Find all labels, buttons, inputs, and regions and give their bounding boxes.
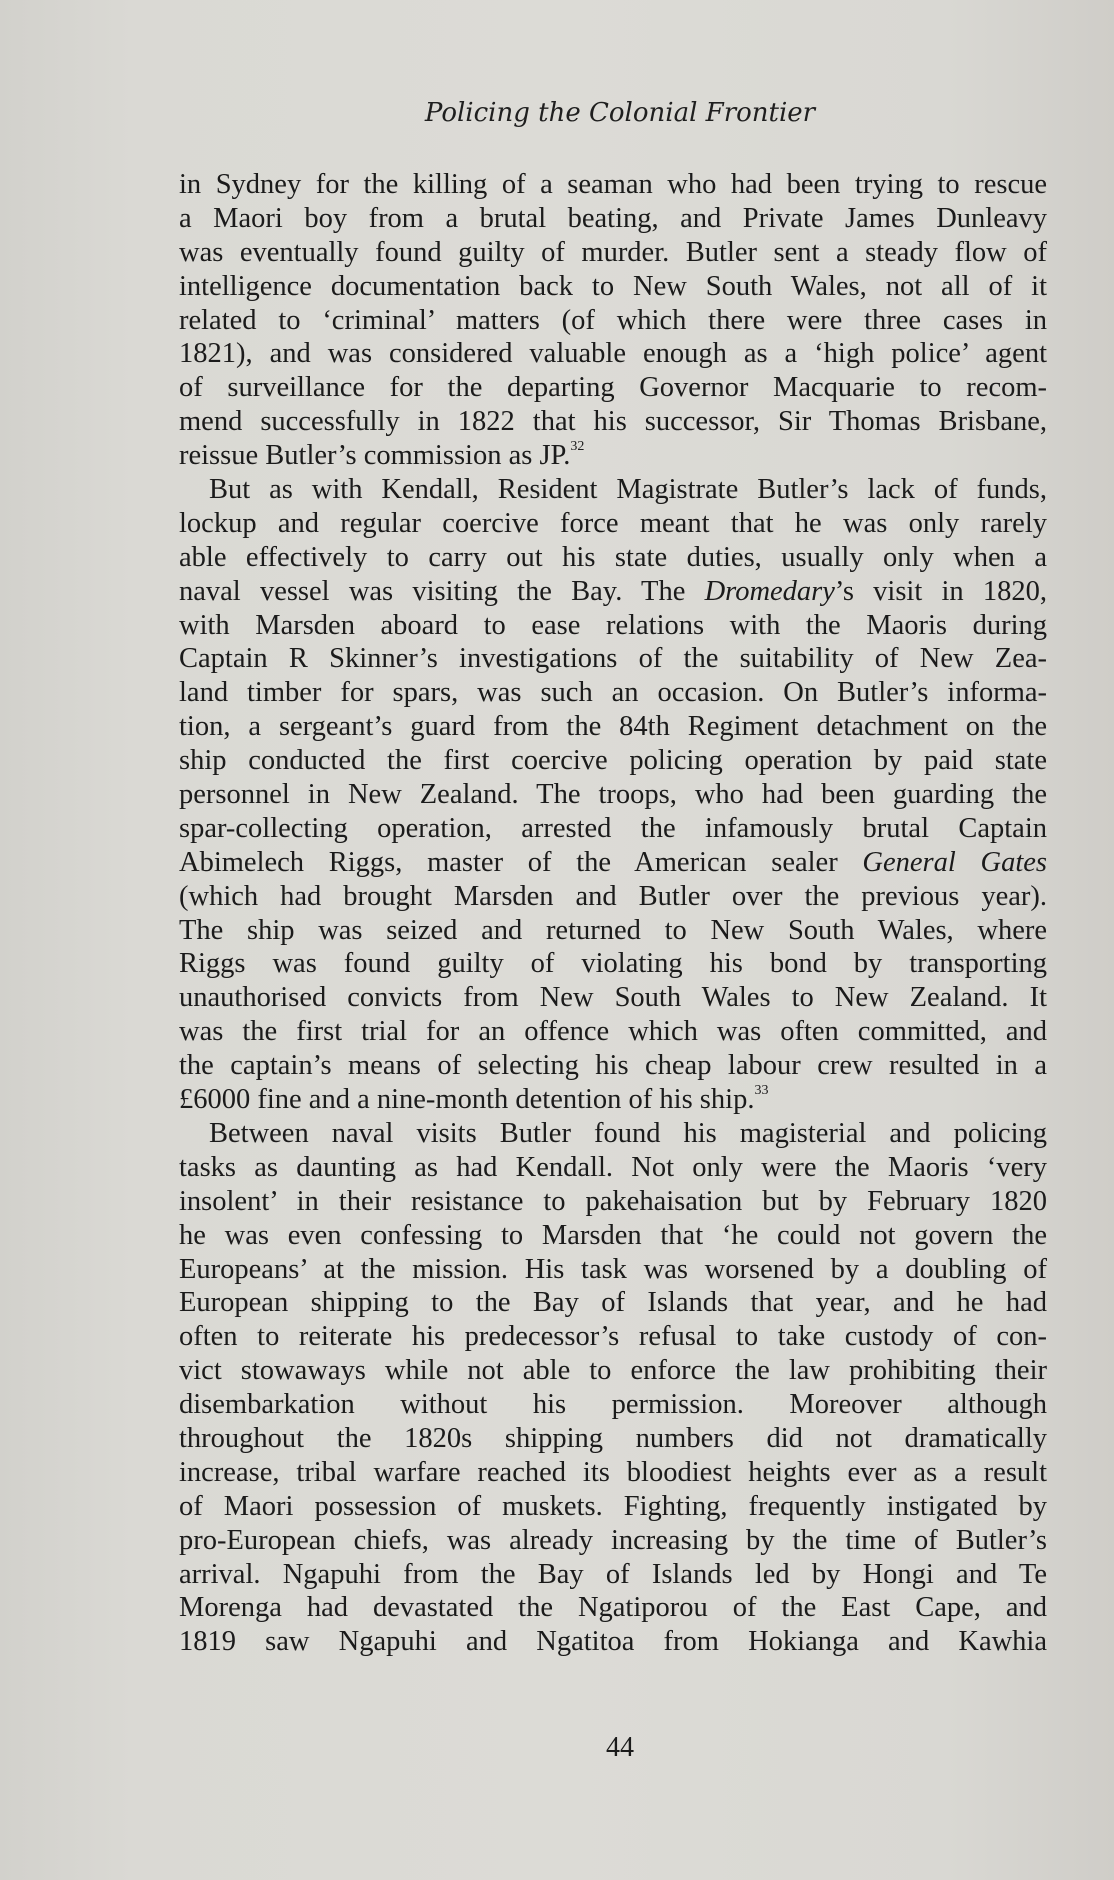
text-line: (which had brought Marsden and Butler over the previous year). <box>179 880 1047 912</box>
text-line: 1819 saw Ngapuhi and Ngatitoa from Hokianga and Kawhia <box>179 1626 1047 1658</box>
text-line: the captain’s means of selecting his cheap labour crew resulted in a <box>179 1050 1047 1082</box>
page-number: 44 <box>606 1732 634 1763</box>
text-line: insolent’ in their resistance to pakehaisation but by February 1820 <box>179 1185 1047 1217</box>
text-line <box>179 439 1047 473</box>
text-line: spar-collecting operation, arrested the infamously brutal Captain <box>179 812 1047 844</box>
line-text: Abimelech Riggs, master of the American sealer <box>179 846 863 878</box>
body-text <box>179 168 1047 1659</box>
paragraph-1 <box>179 168 1047 473</box>
text-line: of Maori possession of muskets. Fighting, frequently instigated by <box>179 1490 1047 1522</box>
text-line: European shipping to the Bay of Islands that year, and he had <box>179 1287 1047 1319</box>
line-text: ’s visit in 1820, <box>834 575 1047 607</box>
text-line: he was even confessing to Marsden that ‘he could not govern the <box>179 1219 1047 1251</box>
text-line: unauthorised convicts from New South Wales to New Zealand. It <box>179 982 1047 1014</box>
text-line: land timber for spars, was such an occasion. On Butler’s informa- <box>179 677 1047 709</box>
text-line: pro-European chiefs, was already increasing by the time of Butler’s <box>179 1524 1047 1556</box>
text-line: arrival. Ngapuhi from the Bay of Islands led by Hongi and Te <box>179 1558 1047 1590</box>
text-line: disembarkation without his permission. Moreover although <box>179 1389 1047 1421</box>
running-head: Policing the Colonial Frontier <box>424 98 816 128</box>
text-line: Europeans’ at the mission. His task was worsened by a doubling of <box>179 1253 1047 1285</box>
text-line: throughout the 1820s shipping numbers did not dramatically <box>179 1422 1047 1454</box>
text-line: vict stowaways while not able to enforce the law prohibiting their <box>179 1355 1047 1387</box>
text-line: of surveillance for the departing Governor Macquarie to recom- <box>179 372 1047 404</box>
text-line: personnel in New Zealand. The troops, who had been guarding the <box>179 779 1047 811</box>
text-line: But as with Kendall, Resident Magistrate Butler’s lack of funds, <box>209 474 1047 506</box>
paragraph-3 <box>179 1117 1047 1659</box>
ship-name-general-gates: General Gates <box>862 846 1047 878</box>
footnote-marker: 32 <box>570 439 585 455</box>
text-line: increase, tribal warfare reached its bloodiest heights ever as a result <box>179 1456 1047 1488</box>
text-line: related to ‘criminal’ matters (of which there were three cases in <box>179 304 1047 336</box>
text-line: able effectively to carry out his state duties, usually only when a <box>179 541 1047 573</box>
text-line: tasks as daunting as had Kendall. Not only were the Maoris ‘very <box>179 1151 1047 1183</box>
line-text: naval vessel was visiting the Bay. The <box>179 575 705 607</box>
footnote-marker: 33 <box>754 1083 769 1099</box>
line-text: £6000 fine and a nine-month detention of his ship. <box>179 1084 755 1116</box>
text-line: was the first trial for an offence which was often committed, and <box>179 1016 1047 1048</box>
text-line: tion, a sergeant’s guard from the 84th Regiment detachment on the <box>179 711 1047 743</box>
text-line: with Marsden aboard to ease relations with the Maoris during <box>179 609 1047 641</box>
text-line: in Sydney for the killing of a seaman who had been trying to rescue <box>179 169 1047 200</box>
text-line: a Maori boy from a brutal beating, and Private James Dunleavy <box>179 202 1047 234</box>
ship-name-dromedary: Dromedary <box>704 575 835 607</box>
text-line: Captain R Skinner’s investigations of the suitability of New Zea- <box>179 643 1047 675</box>
text-line: lockup and regular coercive force meant that he was only rarely <box>179 507 1047 539</box>
text-line: Between naval visits Butler found his magisterial and policing <box>209 1117 1047 1149</box>
text-line <box>179 1083 1047 1117</box>
text-line: Riggs was found guilty of violating his bond by transporting <box>179 948 1047 980</box>
text-line <box>179 846 1047 880</box>
line-text: reissue Butler’s commission as JP. <box>179 440 571 472</box>
text-line: was eventually found guilty of murder. Butler sent a steady flow of <box>179 236 1047 268</box>
text-line: intelligence documentation back to New South Wales, not all of it <box>179 270 1047 302</box>
text-line: often to reiterate his predecessor’s refusal to take custody of con- <box>179 1321 1047 1353</box>
text-line: ship conducted the first coercive policing operation by paid state <box>179 745 1047 777</box>
text-line: mend successfully in 1822 that his successor, Sir Thomas Brisbane, <box>179 406 1047 438</box>
text-line: Morenga had devastated the Ngatiporou of the East Cape, and <box>179 1592 1047 1624</box>
text-line: The ship was seized and returned to New South Wales, where <box>179 914 1047 946</box>
text-line: 1821), and was considered valuable enough as a ‘high police’ agent <box>179 338 1047 370</box>
text-line <box>179 575 1047 609</box>
paragraph-2 <box>179 473 1047 1117</box>
